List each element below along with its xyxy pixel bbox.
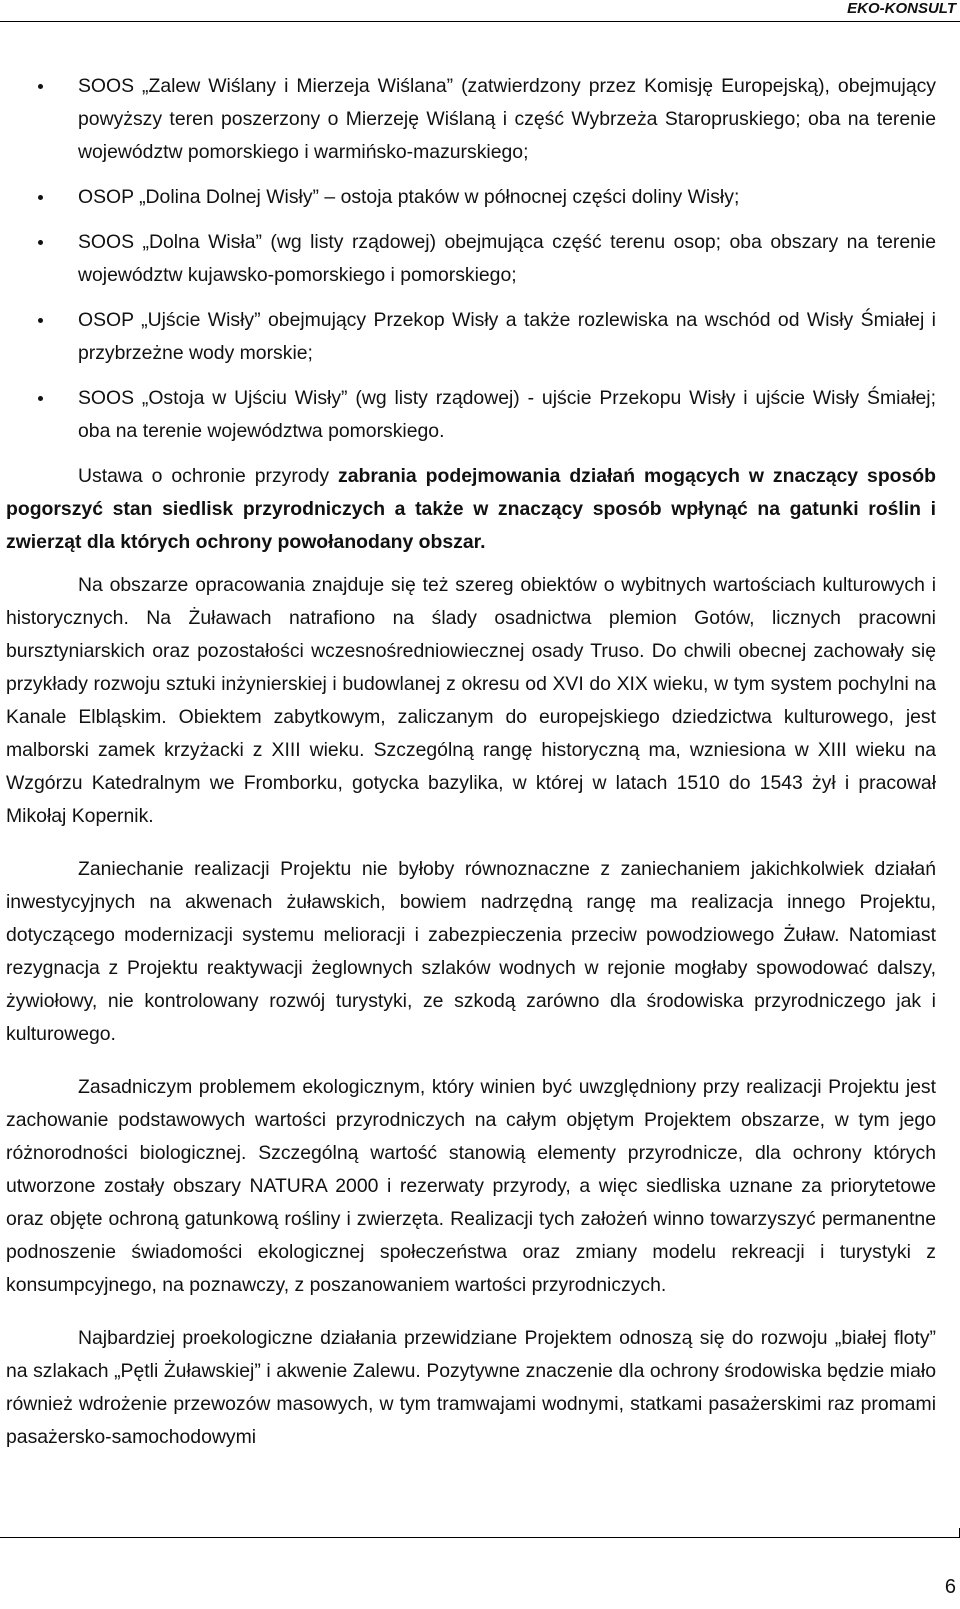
list-item-text: SOOS „Zalew Wiślany i Mierzeja Wiślana” (zatwierdzony przez Komisję Europejską), obejmujący powyższy teren poszerzony o Mierzeję Wiślaną i część Wybrzeża Staropruskiego; oba na terenie województw pomorskiego i warmińsko-mazurskiego;: [78, 75, 936, 163]
protected-areas-list: [6, 70, 936, 448]
paragraph-ecology: Zasadniczym problemem ekologicznym, który winien być uwzględniony przy realizacji Projektu jest zachowanie podstawowych wartości przyrodniczych na całym objętym Projektem obszarze, w tym jego różnorodności biologicznej. Szczególną wartość stanowią elementy przyrodnicze, dla ochrony których utworzone zostały obszary NATURA 2000 i rezerwaty przyrody, a więc siedliska uznane za priorytetowe oraz objęte ochroną gatunkową rośliny i zwierzęta. Realizacji tych założeń winno towarzyszyć permanentne podnoszenie świadomości ekologicznej społeczeństwa oraz zmiany modelu rekreacji i turystyki z konsumpcyjnego, na poznawczy, z poszanowaniem wartości przyrodniczych.: [6, 1076, 936, 1296]
list-item: [6, 226, 936, 292]
list-item: [6, 382, 936, 448]
bullet-icon: [38, 240, 43, 245]
footer-divider: [0, 1537, 960, 1538]
bullet-icon: [38, 318, 43, 323]
bullet-icon: [38, 396, 43, 401]
list-item-text: OSOP „Ujście Wisły” obejmujący Przekop Wisły a także rozlewiska na wschód od Wisły Śmiałej i przybrzeżne wody morskie;: [78, 309, 936, 364]
page-number: 6: [944, 1576, 956, 1598]
law-bold-text: zabrania podejmowania działań mogących w znaczący sposób pogorszyć stan siedlisk przyrodniczych a także w znaczący sposób wpłynąć na gatunki roślin i zwierząt dla których ochrony powołanodany obszar.: [6, 465, 936, 553]
list-item: [6, 70, 936, 169]
list-item-text: SOOS „Ostoja w Ujściu Wisły” (wg listy rządowej) - ujście Przekopu Wisły i ujście Wisły Śmiałej; oba na terenie województwa pomorskiego.: [78, 387, 936, 442]
law-intro-text: Ustawa o ochronie przyrody: [78, 465, 339, 487]
bullet-icon: [38, 84, 43, 89]
list-item-text: OSOP „Dolina Dolnej Wisły” – ostoja ptaków w północnej części doliny Wisły;: [78, 186, 740, 208]
paragraph-cultural: Na obszarze opracowania znajduje się też szereg obiektów o wybitnych wartościach kulturowych i historycznych. Na Żuławach natrafiono na ślady osadnictwa plemion Gotów, licznych pracowni bursztyniarskich oraz pozostałości wczesnośredniowiecznej osady Truso. Do chwili obecnej zachowały się przykłady rozwoju sztuki inżynierskiej i budowlanej z okresu od XVI do XIX wieku, w tym system pochylni na Kanale Elbląskim. Obiektem zabytkowym, zaliczanym do europejskiego dziedzictwa kulturowego, jest malborski zamek krzyżacki z XIII wieku. Szczególną rangę historyczną ma, wzniesiona w XIII wieku na Wzgórzu Katedralnym we Fromborku, gotycka bazylika, w której w latach 1510 do 1543 żył i pracował Mikołaj Kopernik.: [6, 574, 936, 827]
header-divider: [0, 21, 960, 22]
header-company-name: EKO-KONSULT: [847, 0, 956, 17]
document-body: [6, 70, 936, 1464]
paragraph-law: [6, 460, 936, 559]
paragraph-proecological: Najbardziej proekologiczne działania przewidziane Projektem odnoszą się do rozwoju „białej floty” na szlakach „Pętli Żuławskiej” i akwenie Zalewu. Pozytywne znaczenie dla ochrony środowiska będzie miało również wdrożenie przewozów masowych, w tym tramwajami wodnymi, statkami pasażerskimi raz promami pasażersko-samochodowymi: [6, 1327, 936, 1448]
bullet-icon: [38, 195, 43, 200]
list-item-text: SOOS „Dolna Wisła” (wg listy rządowej) obejmująca część terenu osop; oba obszary na terenie województw kujawsko-pomorskiego i pomorskiego;: [78, 231, 936, 286]
list-item: [6, 304, 936, 370]
paragraph-abandonment: Zaniechanie realizacji Projektu nie byłoby równoznaczne z zaniechaniem jakichkolwiek działań inwestycyjnych na akwenach żuławskich, bowiem nadrzędną rangę ma realizacja innego Projektu, dotyczącego modernizacji systemu melioracji i zabezpieczenia przeciw powodziowego Żuław. Natomiast rezygnacja z Projektu reaktywacji żeglownych szlaków wodnych w rejonie mogłaby spowodować dalszy, żywiołowy, nie kontrolowany rozwój turystyki, ze szkodą zarówno dla środowiska przyrodniczego jak i kulturowego.: [6, 858, 936, 1045]
list-item: [6, 181, 936, 214]
